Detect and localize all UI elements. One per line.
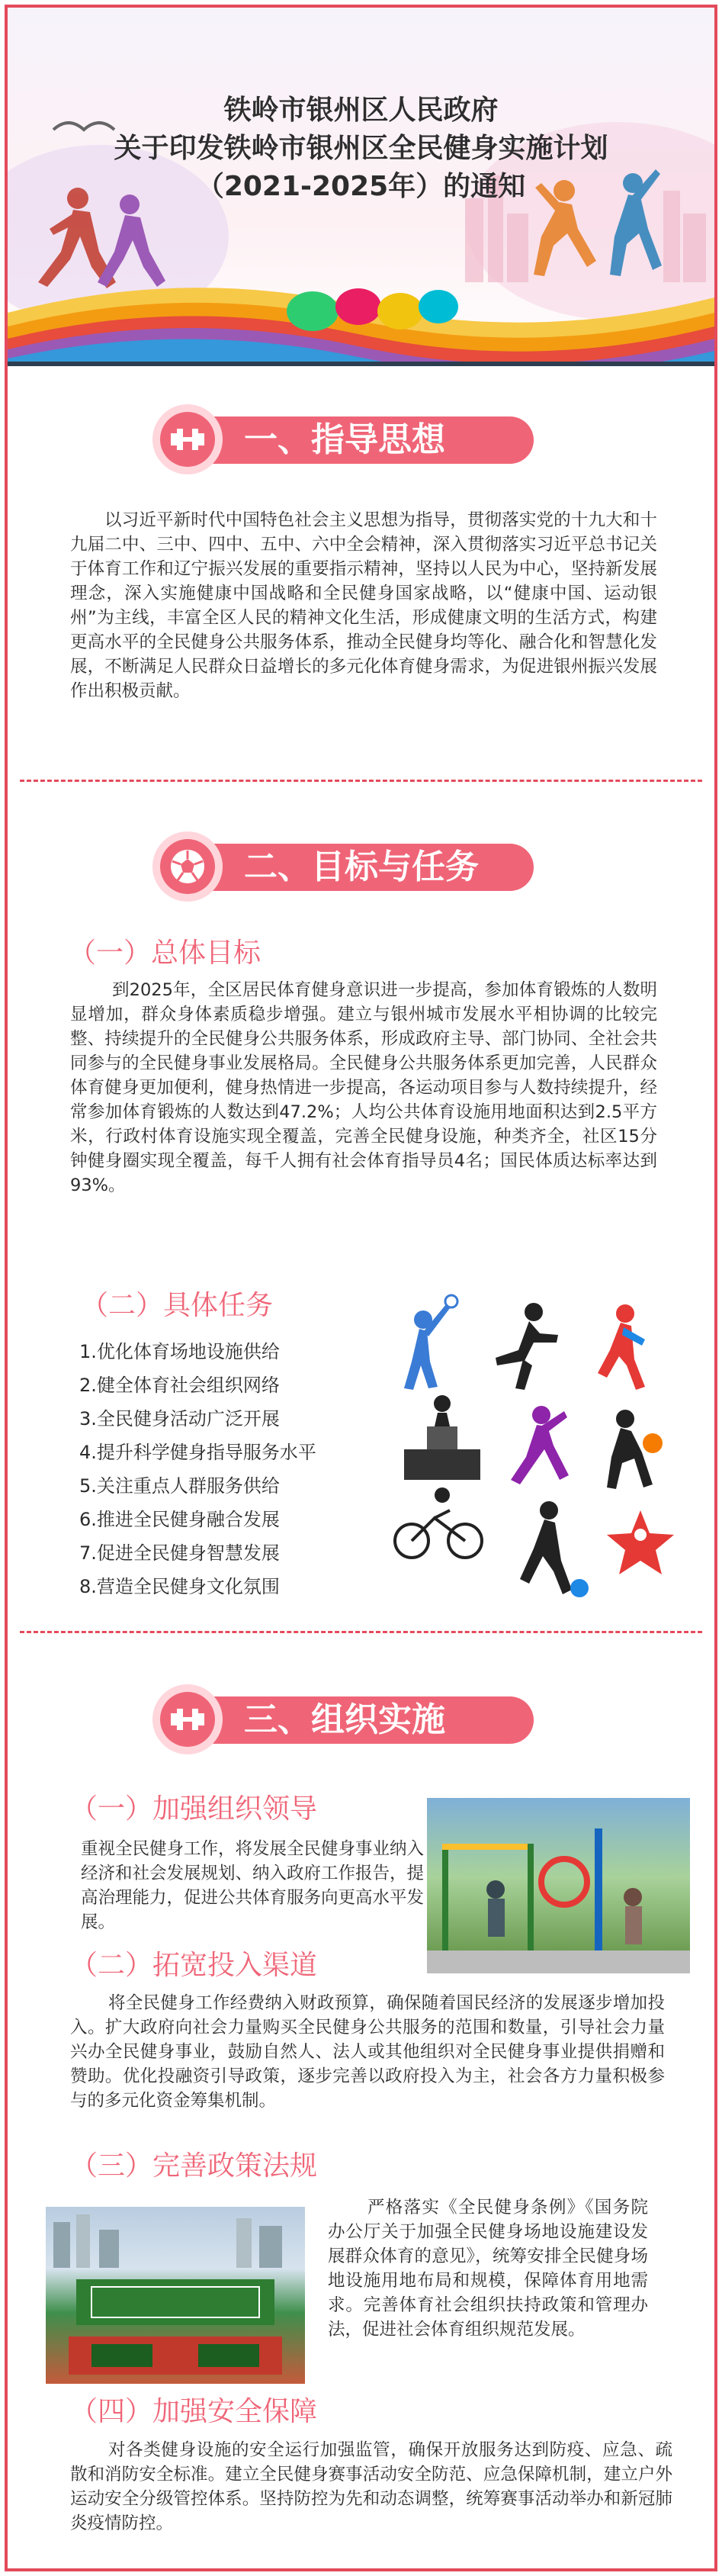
- park-fitness-photo: [427, 1798, 690, 1973]
- section-3-sub3-body: 严格落实《全民健身条例》《国务院办公厅关于加强全民健身场地设施建设发展群众体育的意见》，统筹安排全民健身场地设施用地布局和规模，保障体育用地需求。完善体育社会组织扶持政策和管理办法，促进社会体育组织规范发展。: [328, 2198, 648, 2340]
- section-3-title: 三、组织实施: [244, 1700, 445, 1739]
- dumbbell-icon: [152, 404, 223, 474]
- section-1-title: 一、指导思想: [244, 420, 445, 459]
- task-item: 2.健全体育社会组织网络: [79, 1375, 280, 1396]
- sports-silhouettes-illustration: [381, 1289, 686, 1610]
- section-3-sub3-title: （三）完善政策法规: [70, 2150, 318, 2182]
- martial-arts-icon: [496, 1303, 558, 1390]
- section-2-title: 二、目标与任务: [244, 847, 479, 886]
- title-line-1: 铁岭市银州区人民政府: [223, 95, 499, 126]
- soccer-player-icon: [520, 1501, 589, 1597]
- badminton-player-icon: [404, 1295, 457, 1390]
- section-3-sub4-title: （四）加强安全保障: [70, 2396, 318, 2427]
- stadium-aerial-photo: [46, 2207, 305, 2384]
- section-3-sub1-title: （一）加强组织领导: [70, 1793, 318, 1825]
- dancer-icon: [511, 1406, 569, 1484]
- task-item: 8.营造全民健身文化氛围: [79, 1576, 280, 1597]
- dumbbell-icon: [152, 1684, 223, 1754]
- task-item: 6.推进全民健身融合发展: [79, 1509, 280, 1530]
- task-item: 4.提升科学健身指导服务水平: [79, 1442, 316, 1463]
- section-3-heading: [152, 1684, 534, 1754]
- rainbow-wave-decoration: [8, 267, 714, 366]
- section-1-heading: [152, 404, 534, 474]
- cyclist-icon: [395, 1487, 482, 1558]
- basketball-player-icon: [607, 1410, 663, 1489]
- section-3-sub2-title: （二）拓宽投入渠道: [70, 1950, 318, 1981]
- section-2-sub2-title: （二）具体任务: [81, 1290, 274, 1321]
- task-item: 1.优化体育场地设施供给: [79, 1341, 280, 1362]
- section-2-heading: [152, 831, 534, 902]
- section-3-sub1-body: 重视全民健身工作，将发展全民健身事业纳入经济和社会发展规划、纳入政府工作报告，提高治理能力，促进公共体育服务向更高水平发展。: [81, 1839, 425, 1932]
- dashed-divider: [20, 1631, 702, 1633]
- podium-icon: [404, 1395, 480, 1480]
- task-item: 3.全民健身活动广泛开展: [79, 1408, 280, 1430]
- document-title: [8, 92, 714, 206]
- section-3-sub4-body: 对各类健身设施的安全运行加强监管，确保开放服务达到防疫、应急、疏散和消防安全标准。建立全民健身赛事活动安全防范、应急保障机制，建立户外运动安全分级管控体系。坚持防控为先和动态调整，统筹赛事活动举办和新冠肺炎疫情防控。: [70, 2440, 672, 2533]
- section-3-sub2-body: 将全民健身工作经费纳入财政预算，确保随着国民经济的发展逐步增加投入。扩大政府向社会力量购买全民健身公共服务的范围和数量，引导社会力量兴办全民健身事业，鼓励自然人、法人或其他组织对全民健身事业提供捐赠和赞助。优化投融资引导政策，逐步完善以政府投入为主，社会各方力量积极参与的多元化资金筹集机制。: [70, 1993, 665, 2111]
- title-line-2: 关于印发铁岭市银州区全民健身实施计划: [114, 133, 608, 164]
- task-item: 7.促进全民健身智慧发展: [79, 1542, 280, 1564]
- task-item: 5.关注重点人群服务供给: [79, 1475, 280, 1497]
- title-line-3: （2021-2025年）的通知: [196, 171, 526, 202]
- section-2-sub1-body: 到2025年，全区居民体育健身意识进一步提高，参加体育锻炼的人数明显增加，群众身体素质稳步增强。建立与银州城市发展水平相协调的比较完整、持续提升的全民健身公共服务体系，形成政府主导、部门协同、全社会共同参与的全民健身事业发展格局。全民健身公共服务体系更加完善，人民群众体育健身更加便利，健身热情进一步提高，各运动项目参与人数持续提升，经常参加体育锻炼的人数达到47.2%；人均公共体育设施用地面积达到2.5平方米，行政村体育设施实现全覆盖，完善全民健身设施，种类齐全，社区15分钟健身圈实现全覆盖，每千人拥有社会体育指导员4名；国民体质达标率达到93%。: [70, 980, 657, 1195]
- section-1-body: 以习近平新时代中国特色社会主义思想为指导，贯彻落实党的十九大和十九届二中、三中、四中、五中、六中全会精神，深入贯彻落实习近平总书记关于体育工作和辽宁振兴发展的重要指示精神，坚持以人民为中心，坚持新发展理念，深入实施健康中国战略和全民健身国家战略，以“健康中国、运动银州”为主线，丰富全区人民的精神文化生活，形成健康文明的生活方式，构建更高水平的全民健身公共服务体系，推动全民健身均等化、融合化和智慧化发展，不断满足人民群众日益增长的多元化体育健身需求，为促进银州振兴发展作出积极贡献。: [70, 510, 657, 701]
- hero-banner: [8, 8, 714, 366]
- task-list: [79, 1335, 316, 1603]
- dashed-divider: [20, 780, 702, 782]
- star-runner-icon: [607, 1510, 674, 1574]
- page-border: [5, 5, 717, 2571]
- runner-icon: [598, 1304, 645, 1390]
- section-2-sub1-title: （一）总体目标: [69, 937, 262, 969]
- soccer-ball-icon: [152, 831, 223, 902]
